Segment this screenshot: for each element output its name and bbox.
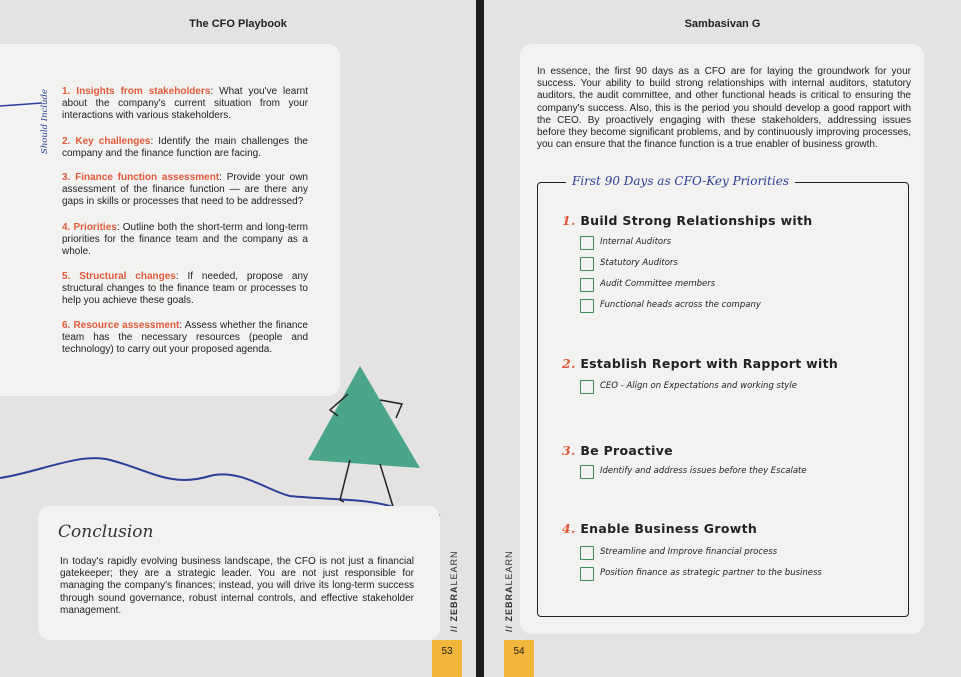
running-head-right: Sambasivan G — [684, 18, 761, 30]
brand-mark-icon: // — [449, 621, 459, 632]
section-3-heading — [562, 443, 673, 458]
check-item-ceo: CEO - Align on Expectations and working style — [600, 381, 797, 391]
item-3-text: : Provide your own assessment of the finance function — are there any gaps in skills or processes that need to be addressed? — [62, 172, 308, 208]
item-2-label: 2. Key challenges — [62, 136, 151, 147]
item-3 — [62, 172, 308, 209]
item-3-label: 3. Finance function assessment — [62, 172, 220, 183]
checkbox-audit-committee[interactable] — [580, 278, 594, 292]
item-1-text: : What you've learnt about the company's current situation from your interactions with various stakeholders. — [62, 86, 308, 122]
check-item-audit-committee: Audit Committee members — [600, 279, 716, 289]
check-item-identify-issues: Identify and address issues before they Escalate — [600, 466, 807, 476]
brand-light: LEARN — [449, 550, 459, 586]
item-5-text: : If needed, propose any structural changes to the finance team or processes to help you achieve these goals. — [62, 271, 309, 307]
book-spine — [476, 0, 484, 677]
brand-mark-icon: // — [504, 621, 514, 632]
item-5 — [62, 271, 308, 308]
item-6-text: : Assess whether the finance team has the necessary resources (people and technology) to carry out your proposed agenda. — [62, 320, 308, 356]
section-1-title: Build Strong Relationships with — [580, 213, 813, 228]
check-item-position-finance: Position finance as strategic partner to the business — [600, 568, 822, 578]
checkbox-identify-issues[interactable] — [580, 465, 594, 479]
section-1-heading — [562, 213, 812, 228]
check-item-functional-heads: Functional heads across the company — [600, 300, 761, 310]
check-item-internal-auditors: Internal Auditors — [600, 237, 672, 247]
brand-logo-right — [504, 550, 514, 632]
item-2 — [62, 136, 308, 160]
section-2-number: 2. — [562, 356, 576, 371]
item-6-label: 6. Resource assessment — [62, 320, 180, 331]
item-4 — [62, 222, 308, 259]
brand-bold: ZEBRA — [449, 585, 459, 622]
item-1 — [62, 86, 308, 123]
section-2-heading — [562, 356, 838, 371]
conclusion-title: Conclusion — [58, 522, 154, 542]
priorities-box-title: First 90 Days as CFO-Key Priorities — [566, 174, 795, 188]
section-3-title: Be Proactive — [580, 443, 673, 458]
section-1-number: 1. — [562, 213, 576, 228]
checkbox-functional-heads[interactable] — [580, 299, 594, 313]
brand-logo-left — [449, 550, 459, 632]
item-2-text: : Identify the main challenges the company and the finance function are facing. — [62, 136, 308, 160]
left-page — [0, 0, 476, 677]
section-3-number: 3. — [562, 443, 576, 458]
section-2-title: Establish Report with Rapport with — [580, 356, 839, 371]
page-number-left: 53 — [432, 640, 462, 677]
running-head-left: The CFO Playbook — [189, 18, 287, 30]
checkbox-streamline[interactable] — [580, 546, 594, 560]
margin-note — [40, 90, 56, 160]
walking-triangle-illustration — [0, 360, 476, 530]
section-4-number: 4. — [562, 521, 576, 536]
item-5-label: 5. Structural changes — [62, 271, 176, 282]
section-4-title: Enable Business Growth — [580, 521, 758, 536]
conclusion-body: In today's rapidly evolving business landscape, the CFO is not just a financial gatekeeper; they are a strategic leader. You are not just responsible for managing the company's finances; instead, you will drive its long-term success through sound governance, robust internal controls, and effective stakeholder management. — [60, 556, 414, 616]
check-item-streamline: Streamline and Improve financial process — [600, 547, 778, 557]
check-item-statutory-auditors: Statutory Auditors — [600, 258, 678, 268]
brand-bold: ZEBRA — [504, 585, 514, 622]
item-4-label: 4. Priorities — [62, 222, 117, 233]
checkbox-internal-auditors[interactable] — [580, 236, 594, 250]
item-6 — [62, 320, 308, 357]
margin-note-text: Should Include — [40, 88, 50, 154]
page-number-right: 54 — [504, 640, 534, 677]
checkbox-statutory-auditors[interactable] — [580, 257, 594, 271]
checkbox-ceo[interactable] — [580, 380, 594, 394]
section-4-heading — [562, 521, 757, 536]
item-1-label: 1. Insights from stakeholders — [62, 86, 211, 97]
intro-paragraph: In essence, the first 90 days as a CFO are for laying the groundwork for your success. Your ability to build strong relationships with internal auditors, statutory auditors, the audit committee, and other functional heads is critical to ensuring the company's success. Also, this is the period you should develop a good rapport with the CEO. By proactively engaging with these stakeholders, addressing issues before they become significant problems, and by continuously improving processes, you can ensure that the finance function is a true enabler of business growth. — [537, 66, 911, 151]
brand-light: LEARN — [504, 550, 514, 586]
item-4-text: : Outline both the short-term and long-term priorities for the finance team and the company as a whole. — [62, 222, 309, 258]
checkbox-position-finance[interactable] — [580, 567, 594, 581]
